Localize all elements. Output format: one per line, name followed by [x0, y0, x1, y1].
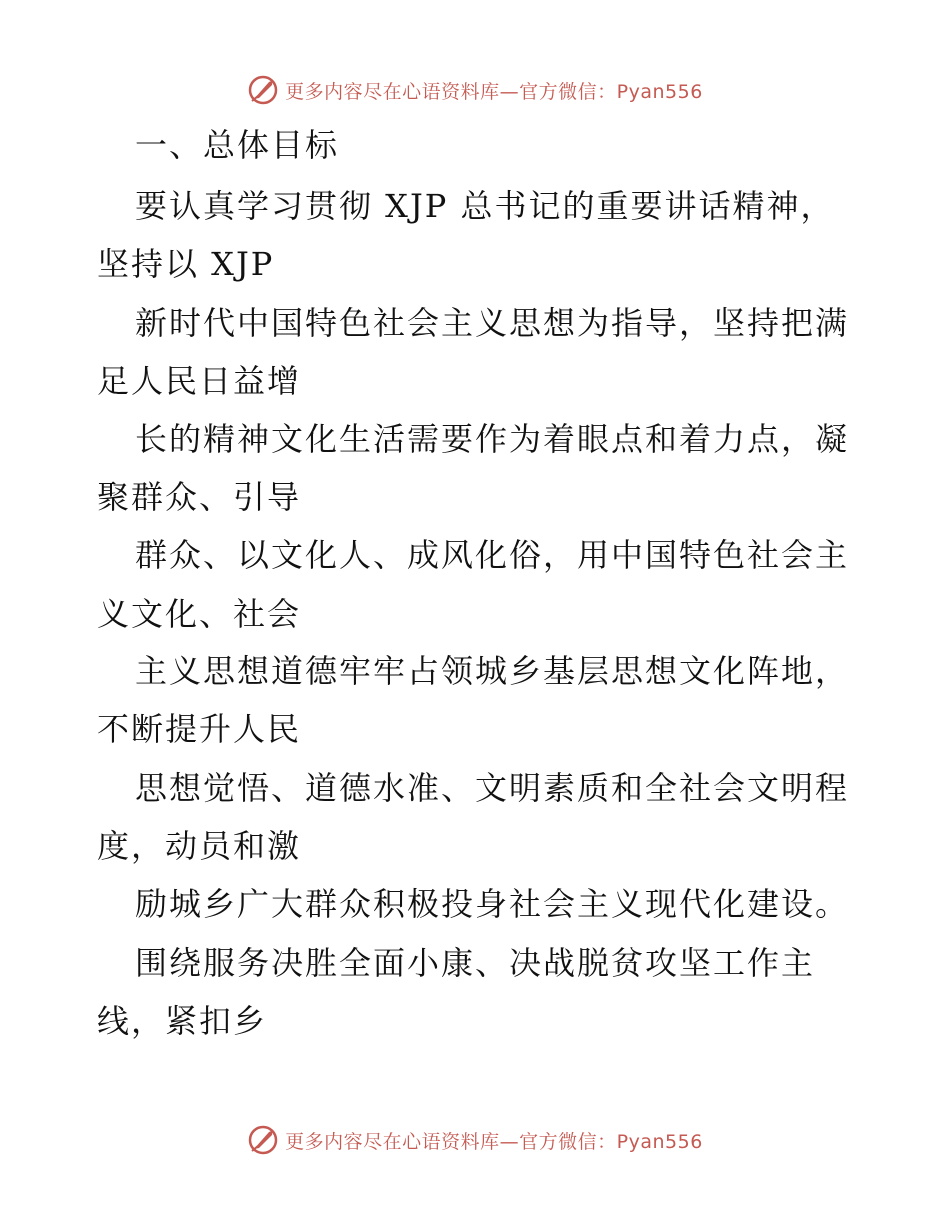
paragraph-line: 足人民日益增: [97, 362, 302, 400]
section-heading: 一、总体目标: [135, 126, 340, 164]
paragraph-line: 新时代中国特色社会主义思想为指导，坚持把满: [135, 304, 850, 342]
paragraph-line: 群众、以文化人、成风化俗，用中国特色社会主: [135, 536, 850, 574]
watermark-text: 更多内容尽在心语资料库—官方微信：Pyan556: [285, 80, 703, 103]
paragraph-line: 长的精神文化生活需要作为着眼点和着力点，凝: [135, 420, 850, 458]
paragraph-line: 励城乡广大群众积极投身社会主义现代化建设。: [135, 885, 850, 923]
paragraph-line: 坚持以 XJP: [97, 245, 275, 283]
paragraph-line: 线，紧扣乡: [97, 1002, 268, 1040]
feather-pen-logo-icon: [247, 1124, 279, 1156]
paragraph-line: 不断提升人民: [97, 710, 302, 748]
paragraph-line: 聚群众、引导: [97, 478, 302, 516]
watermark-text: 更多内容尽在心语资料库—官方微信：Pyan556: [285, 1130, 703, 1153]
paragraph-line: 要认真学习贯彻 XJP 总书记的重要讲话精神，: [135, 187, 835, 225]
paragraph-line: 思想觉悟、道德水准、文明素质和全社会文明程: [135, 769, 850, 807]
paragraph-line: 度，动员和激: [97, 827, 302, 865]
paragraph-line: 主义思想道德牢牢占领城乡基层思想文化阵地，: [135, 652, 850, 690]
feather-pen-logo-icon: [247, 74, 279, 106]
paragraph-line: 义文化、社会: [97, 595, 302, 633]
header-watermark-banner: [0, 70, 950, 110]
footer-watermark-banner: [0, 1120, 950, 1160]
paragraph-line: 围绕服务决胜全面小康、决战脱贫攻坚工作主: [135, 944, 816, 982]
